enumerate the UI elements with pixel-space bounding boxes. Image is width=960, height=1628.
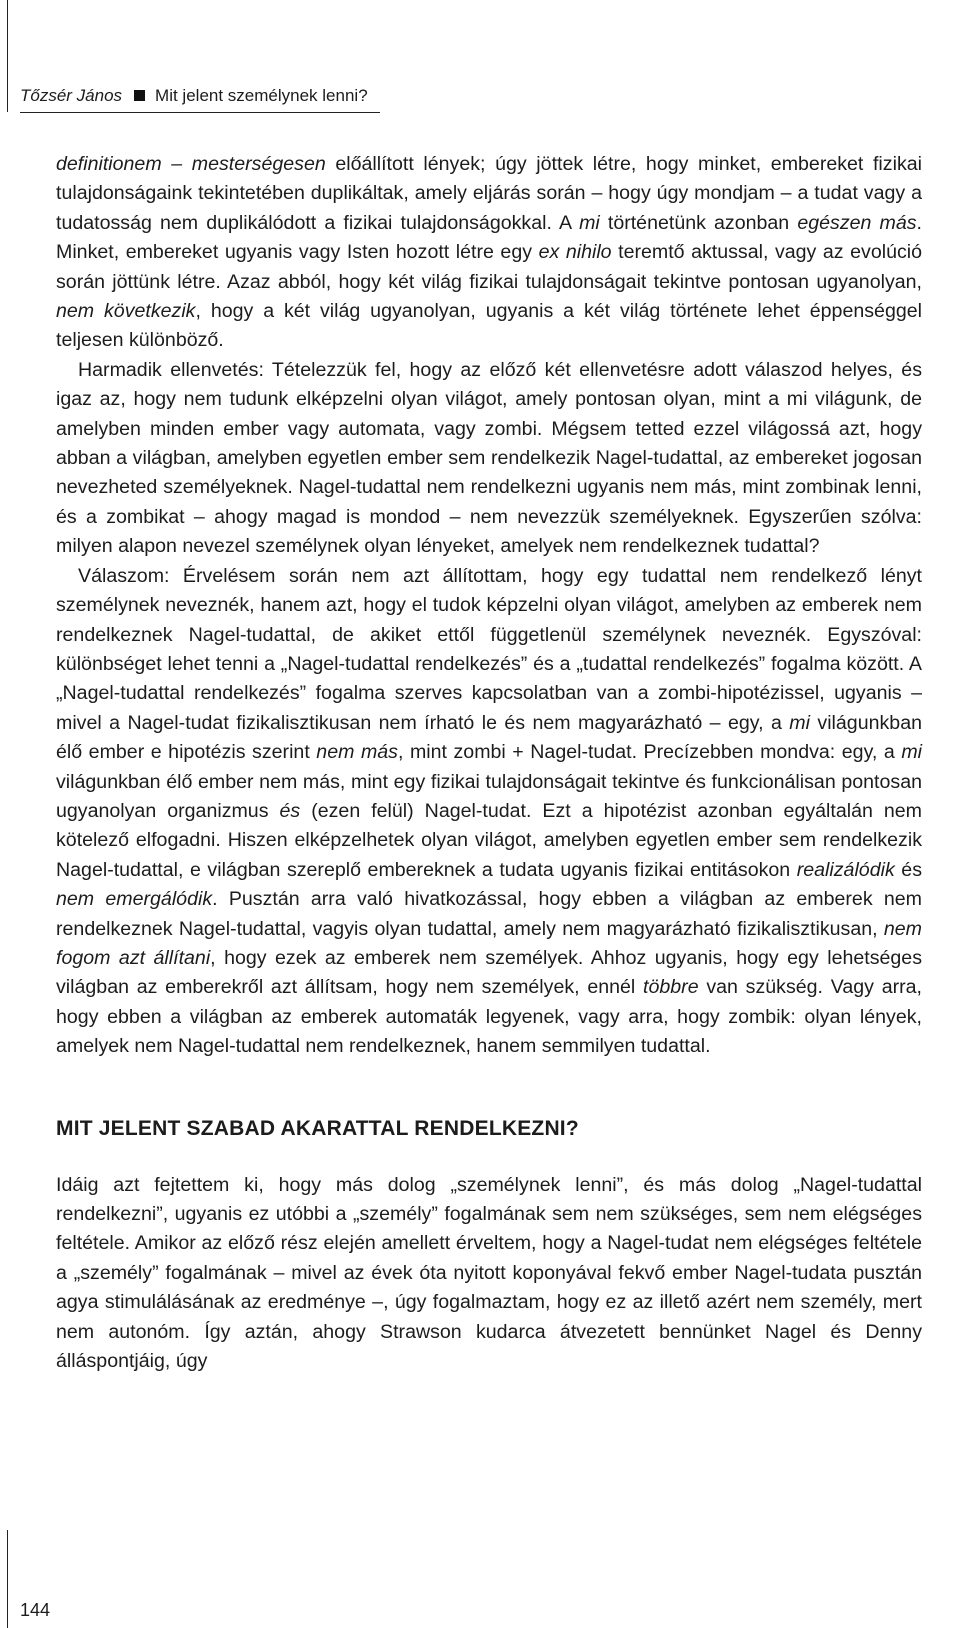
text-run: , mint zombi + Nagel-tudat. Precízebben mondva: egy, a: [397, 741, 902, 764]
text-run: , hogy ezek az emberek nem személyek. Ahhoz ugyanis, hogy egy lehetséges világban az emberekről azt állítsam, hogy nem személyek, ennél: [56, 946, 922, 999]
text-run: világunkban élő ember nem más, mint egy fizikai tulajdonságait tekintve és funkcionálisan pontosan ugyanolyan organizmus: [56, 770, 922, 822]
section-heading: MIT JELENT SZABAD AKARATTAL RENDELKEZNI?: [56, 1116, 579, 1140]
italic-text: nem fogom azt állítani: [56, 917, 922, 969]
header-title: Mit jelent személynek lenni?: [155, 86, 368, 105]
italic-text: egészen más: [797, 211, 917, 234]
italic-text: mi: [579, 211, 600, 234]
italic-text: realizálódik: [796, 858, 895, 881]
text-run: . Pusztán arra való hivatkozással, hogy ebben a világban az emberek nem rendelkeznek Nagel-tudattal, vagyis olyan tudattal, amely nem magyarázható fizikalisztikusan,: [56, 888, 922, 940]
header-author: Tőzsér János: [20, 86, 123, 105]
text-run: történetünk azonban: [599, 211, 798, 234]
italic-text: nem más: [316, 741, 398, 764]
italic-text: ex nihilo: [538, 241, 612, 264]
italic-text: mi: [901, 741, 923, 764]
text-run: előállított lények; úgy jöttek létre, hogy minket, embereket fizikai tulajdonságaink tekintetében duplikáltak, amely eljárás során – hogy úgy mondjam – a tudat vagy a tudatosság nem duplikálódott a fizikai tulajdonságokkal. A: [56, 153, 922, 234]
italic-text: és: [279, 799, 301, 822]
top-margin-rule: [7, 0, 8, 112]
italic-text: többre: [643, 976, 699, 999]
text-run: (ezen felül) Nagel-tudat. Ezt a hipotézist azonban egyáltalán nem kötelező elfogadni. Hiszen elképzelhetek olyan világot, amelyben egyetlen ember sem rendelkezik Nagel-tudattal, e világban szereplő embereknek a tudata ugyanis fizikai entitásokon: [56, 799, 922, 881]
paragraph: [56, 150, 922, 356]
text-run: világunkban élő ember e hipotézis szerint: [56, 711, 922, 764]
italic-text: nem emergálódik: [56, 888, 213, 911]
text-run: Válaszom: Érvelésem során nem azt állítottam, hogy egy tudattal nem rendelkező lényt személynek neveznék, hanem azt, hogy el tudok képzelni olyan világot, amelyben az emberek nem rendelkeznek Nagel-tudattal, de akiket ettől függetlenül személynek neveznék. Egyszóval: különbséget lehet tenni a „Nagel-tudattal rendelkezés” és a „tudattal rendelkezés” fogalma között. A „Nagel-tudattal rendelkezés” fogalma szerves kapcsolatban van a zombi-hipotézissel, ugyanis – mivel a Nagel-tudat fizikalisztikusan nem írható le és nem magyarázható – egy, a: [56, 564, 922, 734]
italic-text: nem következik: [56, 300, 196, 323]
text-run: Idáig azt fejtettem ki, hogy más dolog „személynek lenni”, és más dolog „Nagel-tudattal rendelkezni”, ugyanis ez utóbbi a „személy” fogalmának sem nem szükséges, sem nem elégséges feltétele. Amikor az előző rész elején amellett érveltem, hogy a Nagel-tudat nem elégséges feltétele a „személy” fogalmának – mivel az évek óta nyitott koponyával fekvő ember Nagel-tudata pusztán agya stimulálásának az eredménye –, úgy fogalmaztam, hogy ez az illető azért nem személy, mert nem autonóm. Így aztán, ahogy Strawson kudarca átvezetett bennünket Nagel és Denny álláspontjáig, úgy: [56, 1173, 922, 1373]
text-run: van szükség. Vagy arra, hogy ebben a világban az emberek automaták legyenek, vagy arra, hogy zombik: olyan lények, amelyek nem Nagel-tudattal nem rendelkeznek, hanem semmilyen tudattal.: [56, 976, 922, 1058]
page-number: 144: [20, 1600, 51, 1620]
page-body: [56, 150, 922, 1376]
square-bullet-icon: [134, 90, 145, 101]
text-run: Harmadik ellenvetés: Tételezzük fel, hogy az előző két ellenvetésre adott válaszod helyes, és igaz az, hogy nem tudunk elképzelni olyan világot, amely pontosan olyan, mint a mi világunk, de amelyben minden ember vagy automata, vagy zombi. Mégsem tetted ezzel világossá azt, hogy abban a világban, amelyben egyetlen ember sem rendelkezik Nagel-tudattal, az embereket jogosan nevezheted személyeknek. Nagel-tudattal nem rendelkezni ugyanis nem más, mint zombinak lenni, és a zombikat – ahogy magad is mondod – nem nevezzük személyeknek. Egyszerűen szólva: milyen alapon nevezel személynek olyan lényeket, amelyek nem rendelkeznek tudattal?: [56, 358, 922, 558]
text-run: és: [894, 858, 922, 881]
text-run: , hogy a két világ ugyanolyan, ugyanis a két világ története lehet éppenséggel teljesen különböző.: [56, 300, 922, 352]
text-run: teremtő aktussal, vagy az evolúció során jöttünk létre. Azaz abból, hogy két világ fizikai tulajdonságait tekintve pontosan ugyanolyan,: [56, 241, 923, 293]
running-header: [20, 84, 380, 113]
paragraph: [56, 562, 922, 1062]
italic-text: mi: [789, 711, 810, 734]
text-run: . Minket, embereket ugyanis vagy Isten hozott létre egy: [56, 211, 922, 264]
paragraph: [56, 1171, 922, 1377]
italic-text: definitionem – mesterségesen: [56, 153, 326, 175]
bottom-margin-rule: [7, 1530, 8, 1628]
paragraph: [56, 356, 922, 562]
